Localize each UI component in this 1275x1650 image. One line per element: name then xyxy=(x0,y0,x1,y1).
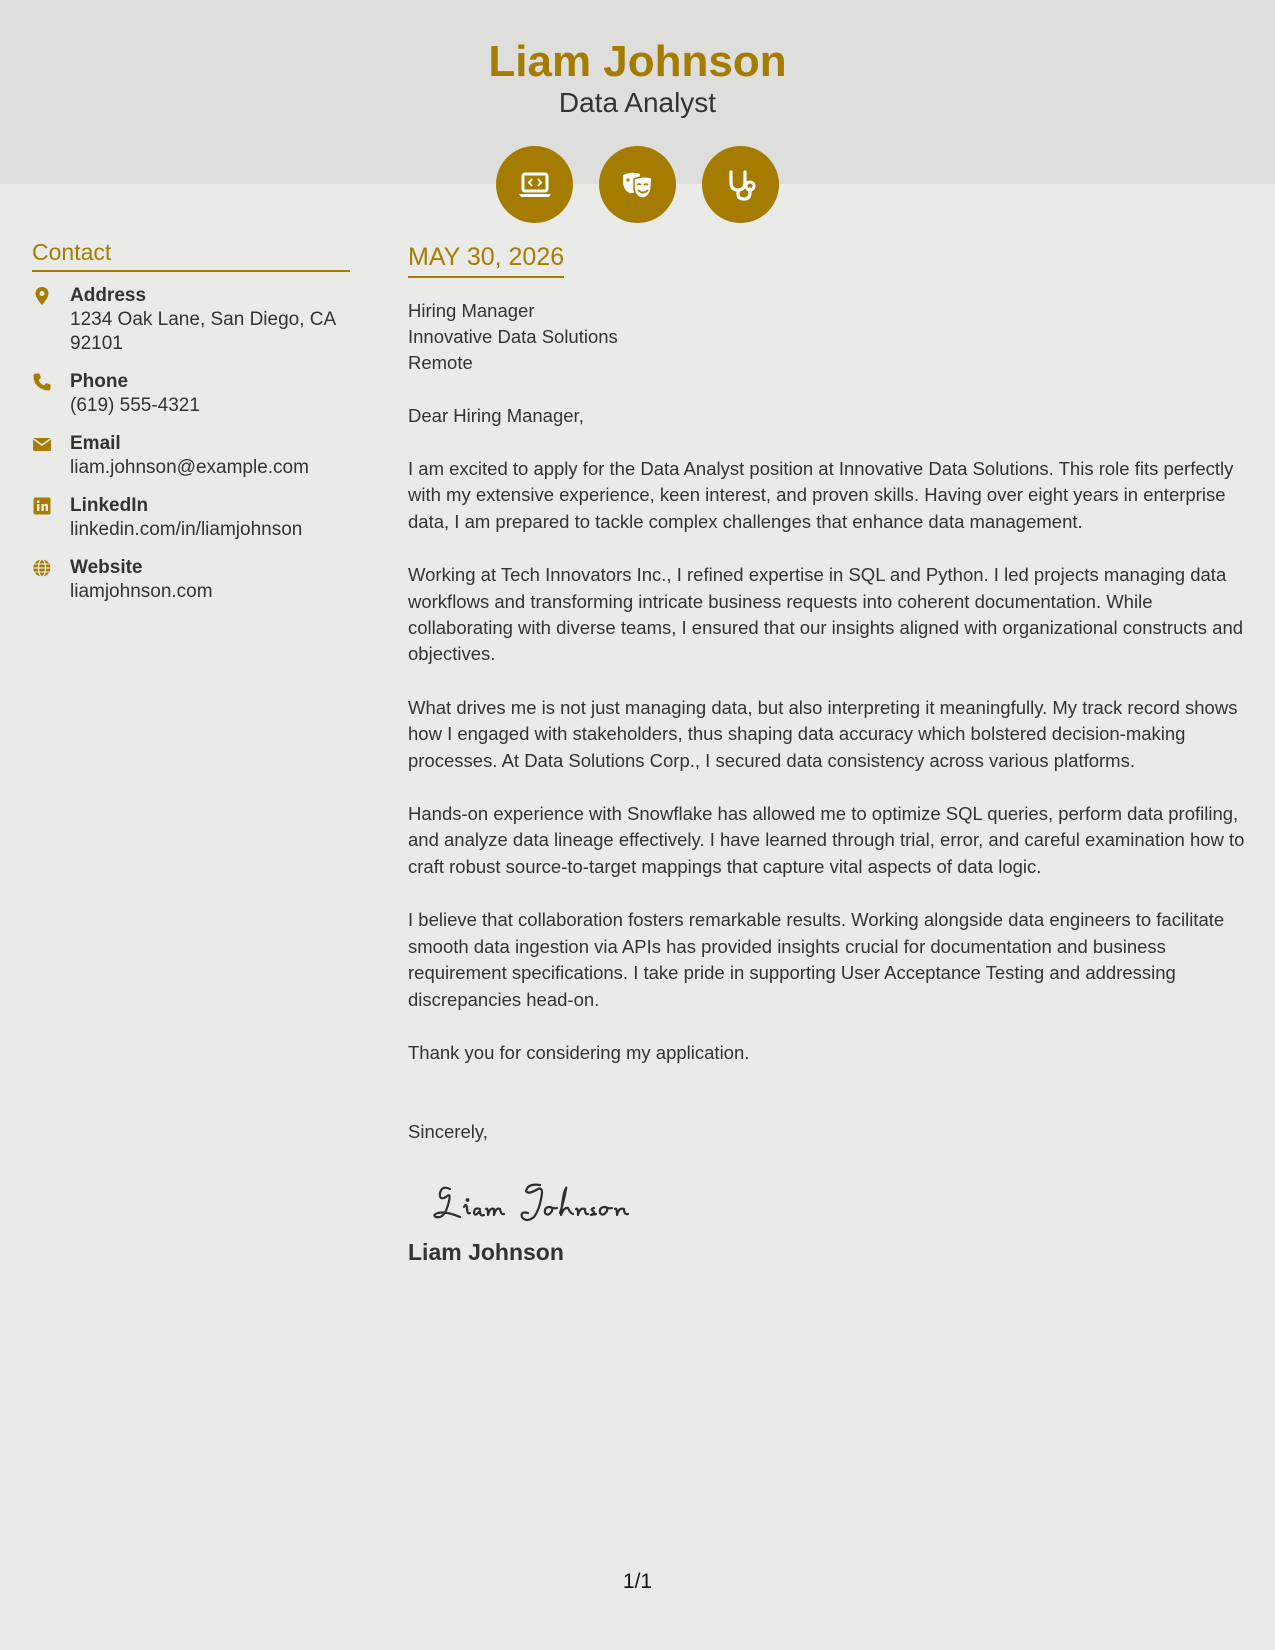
paragraph: I believe that collaboration fosters remarkable results. Working alongside data engineers to facilitate smooth data ingestion via APIs has provided insights crucial for documentation and business requirement specifications. I take pride in supporting User Acceptance Testing and addressing discrepancies head-on. xyxy=(408,909,1225,1010)
laptop-code-icon xyxy=(496,146,573,223)
paragraph: What drives me is not just managing data, but also interpreting it meaningfully. My track record shows how I engaged with stakeholders, thus shaping data accuracy which bolstered decision-making processes. At Data Solutions Corp., I secured data consistency across various platforms. xyxy=(408,696,1238,771)
paragraph: Thank you for considering my application. xyxy=(408,1041,750,1063)
theater-masks-icon xyxy=(599,146,676,223)
contact-phone xyxy=(32,370,350,418)
contact-label: LinkedIn xyxy=(70,495,149,516)
recipient-block xyxy=(408,298,1248,376)
contact-value[interactable]: liam.johnson@example.com xyxy=(70,457,309,478)
paragraph: Working at Tech Innovators Inc., I refined expertise in SQL and Python. I led projects managing data workflows and transforming intricate business requests into coherent documentation. While collaborating with diverse teams, I ensured that our insights aligned with organizational constructs and objectives. xyxy=(408,564,1244,665)
closing: Sincerely, xyxy=(408,1121,488,1143)
applicant-name: Liam Johnson xyxy=(488,37,787,86)
signed-name: Liam Johnson xyxy=(408,1239,564,1266)
contact-label: Address xyxy=(70,285,147,306)
contact-value: (619) 555-4321 xyxy=(70,395,200,416)
globe-icon xyxy=(32,556,70,604)
contact-label: Phone xyxy=(70,371,129,392)
contact-email xyxy=(32,432,350,480)
contact-value: 1234 Oak Lane, San Diego, CA 92101 xyxy=(70,309,336,354)
recipient-line: Hiring Manager xyxy=(408,300,535,321)
contact-website xyxy=(32,556,350,604)
phone-icon xyxy=(32,370,70,418)
contact-sidebar xyxy=(32,236,350,618)
applicant-title: Data Analyst xyxy=(558,87,717,118)
page-number: 1/1 xyxy=(622,1570,653,1593)
recipient-line: Innovative Data Solutions xyxy=(408,326,618,347)
recipient-line: Remote xyxy=(408,352,473,373)
letter-date: MAY 30, 2026 xyxy=(408,240,564,278)
paragraph: Hands-on experience with Snowflake has allowed me to optimize SQL queries, perform data profiling, and analyze data lineage effectively. I have learned through trial, error, and careful examination how to craft robust source-to-target mappings that capture vital aspects of data logic. xyxy=(408,803,1245,877)
contact-address xyxy=(32,284,350,356)
contact-value[interactable]: linkedin.com/in/liamjohnson xyxy=(70,519,303,540)
letter-body xyxy=(408,240,1248,1267)
map-marker-icon xyxy=(32,284,70,356)
contact-label: Email xyxy=(70,433,121,454)
interest-icons xyxy=(496,146,779,223)
contact-label: Website xyxy=(70,557,143,578)
contact-linkedin xyxy=(32,494,350,542)
envelope-icon xyxy=(32,432,70,480)
contact-value[interactable]: liamjohnson.com xyxy=(70,581,213,602)
paragraph: I am excited to apply for the Data Analyst position at Innovative Data Solutions. This role fits perfectly with my extensive experience, keen interest, and proven skills. Having over eight years in enterprise data, I am prepared to tackle complex challenges that enhance data management. xyxy=(408,458,1234,532)
stethoscope-icon xyxy=(702,146,779,223)
contact-heading: Contact xyxy=(32,236,350,272)
linkedin-icon xyxy=(32,494,70,542)
greeting: Dear Hiring Manager, xyxy=(408,405,584,426)
contact-list xyxy=(32,284,350,604)
handwritten-signature xyxy=(430,1171,660,1231)
